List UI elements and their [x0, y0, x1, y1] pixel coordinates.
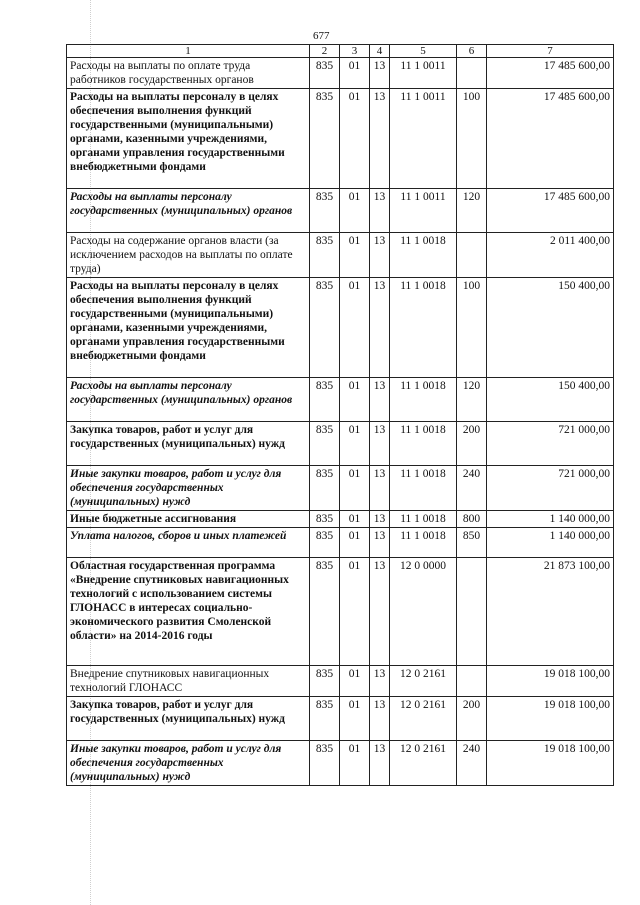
- row-admin-code: 835: [310, 528, 340, 558]
- row-admin-code: 835: [310, 741, 340, 786]
- row-amount: 150 400,00: [487, 378, 614, 422]
- row-section: 01: [340, 697, 370, 741]
- table-row: [67, 666, 614, 697]
- row-admin-code: 835: [310, 666, 340, 697]
- row-target-code: 12 0 2161: [390, 741, 457, 786]
- table-row: [67, 466, 614, 511]
- row-subsection: 13: [370, 466, 390, 511]
- row-expense-type: [457, 666, 487, 697]
- row-name: Расходы на выплаты по оплате труда работников государственных органов: [67, 58, 310, 89]
- row-name: Закупка товаров, работ и услуг для государственных (муниципальных) нужд: [67, 697, 310, 741]
- header-cell: 7: [487, 45, 614, 58]
- row-amount: 2 011 400,00: [487, 233, 614, 278]
- row-target-code: 11 1 0018: [390, 466, 457, 511]
- row-amount: 17 485 600,00: [487, 189, 614, 233]
- row-target-code: 11 1 0018: [390, 233, 457, 278]
- row-section: 01: [340, 741, 370, 786]
- row-amount: 19 018 100,00: [487, 666, 614, 697]
- row-admin-code: 835: [310, 189, 340, 233]
- row-section: 01: [340, 378, 370, 422]
- row-name: Расходы на выплаты персоналу в целях обеспечения выполнения функций государственными (муниципальными) органами, казенными учреждениями, органами управления государственными внебюджетными фондами: [67, 89, 310, 189]
- row-section: 01: [340, 666, 370, 697]
- row-section: 01: [340, 278, 370, 378]
- row-subsection: 13: [370, 666, 390, 697]
- header-row: [67, 45, 614, 58]
- row-name: Расходы на выплаты персоналу в целях обеспечения выполнения функций государственными (муниципальными) органами, казенными учреждениями, органами управления государственными внебюджетными фондами: [67, 278, 310, 378]
- table-row: [67, 422, 614, 466]
- table-row: [67, 58, 614, 89]
- row-amount: 17 485 600,00: [487, 58, 614, 89]
- row-name: Иные закупки товаров, работ и услуг для обеспечения государственных (муниципальных) нужд: [67, 741, 310, 786]
- row-admin-code: 835: [310, 697, 340, 741]
- row-name: Расходы на содержание органов власти (за исключением расходов на выплаты по оплате труда): [67, 233, 310, 278]
- row-amount: 721 000,00: [487, 422, 614, 466]
- row-subsection: 13: [370, 558, 390, 666]
- row-admin-code: 835: [310, 58, 340, 89]
- row-name: Иные закупки товаров, работ и услуг для обеспечения государственных (муниципальных) нужд: [67, 466, 310, 511]
- table-row: [67, 89, 614, 189]
- row-section: 01: [340, 528, 370, 558]
- row-subsection: 13: [370, 697, 390, 741]
- page-number: 677: [313, 30, 330, 42]
- header-cell: 4: [370, 45, 390, 58]
- row-section: 01: [340, 511, 370, 528]
- row-admin-code: 835: [310, 378, 340, 422]
- row-amount: 21 873 100,00: [487, 558, 614, 666]
- row-section: 01: [340, 233, 370, 278]
- row-target-code: 12 0 2161: [390, 666, 457, 697]
- row-section: 01: [340, 422, 370, 466]
- row-amount: 1 140 000,00: [487, 511, 614, 528]
- table-row: [67, 511, 614, 528]
- table-row: [67, 233, 614, 278]
- row-target-code: 12 0 2161: [390, 697, 457, 741]
- table-row: [67, 528, 614, 558]
- row-target-code: 11 1 0018: [390, 278, 457, 378]
- row-expense-type: 200: [457, 422, 487, 466]
- row-subsection: 13: [370, 528, 390, 558]
- row-section: 01: [340, 89, 370, 189]
- row-target-code: 11 1 0011: [390, 58, 457, 89]
- row-name: Расходы на выплаты персоналу государственных (муниципальных) органов: [67, 189, 310, 233]
- row-subsection: 13: [370, 741, 390, 786]
- row-amount: 17 485 600,00: [487, 89, 614, 189]
- table-row: [67, 697, 614, 741]
- budget-table: [66, 44, 614, 786]
- header-cell: 6: [457, 45, 487, 58]
- row-target-code: 11 1 0018: [390, 511, 457, 528]
- row-section: 01: [340, 58, 370, 89]
- row-subsection: 13: [370, 233, 390, 278]
- header-cell: 3: [340, 45, 370, 58]
- row-expense-type: 240: [457, 466, 487, 511]
- row-expense-type: 100: [457, 278, 487, 378]
- row-expense-type: 240: [457, 741, 487, 786]
- row-expense-type: [457, 558, 487, 666]
- row-name: Областная государственная программа «Внедрение спутниковых навигационных технологий с использованием системы ГЛОНАСС в интересах социально-экономического развития Смоленской области» на 2014-2016 годы: [67, 558, 310, 666]
- header-cell: 1: [67, 45, 310, 58]
- row-subsection: 13: [370, 378, 390, 422]
- row-expense-type: 100: [457, 89, 487, 189]
- row-amount: 721 000,00: [487, 466, 614, 511]
- row-name: Расходы на выплаты персоналу государственных (муниципальных) органов: [67, 378, 310, 422]
- table-row: [67, 378, 614, 422]
- row-target-code: 11 1 0018: [390, 528, 457, 558]
- row-name: Уплата налогов, сборов и иных платежей: [67, 528, 310, 558]
- row-expense-type: [457, 233, 487, 278]
- row-expense-type: 850: [457, 528, 487, 558]
- row-name: Внедрение спутниковых навигационных технологий ГЛОНАСС: [67, 666, 310, 697]
- row-name: Закупка товаров, работ и услуг для государственных (муниципальных) нужд: [67, 422, 310, 466]
- row-admin-code: 835: [310, 422, 340, 466]
- row-subsection: 13: [370, 89, 390, 189]
- row-admin-code: 835: [310, 511, 340, 528]
- row-subsection: 13: [370, 278, 390, 378]
- row-target-code: 12 0 0000: [390, 558, 457, 666]
- header-cell: 5: [390, 45, 457, 58]
- table-row: [67, 189, 614, 233]
- row-subsection: 13: [370, 422, 390, 466]
- table-row: [67, 558, 614, 666]
- row-subsection: 13: [370, 58, 390, 89]
- row-section: 01: [340, 189, 370, 233]
- row-amount: 19 018 100,00: [487, 741, 614, 786]
- row-section: 01: [340, 466, 370, 511]
- row-target-code: 11 1 0011: [390, 89, 457, 189]
- row-admin-code: 835: [310, 278, 340, 378]
- header-cell: 2: [310, 45, 340, 58]
- table-row: [67, 741, 614, 786]
- row-amount: 150 400,00: [487, 278, 614, 378]
- row-amount: 19 018 100,00: [487, 697, 614, 741]
- row-admin-code: 835: [310, 233, 340, 278]
- row-admin-code: 835: [310, 558, 340, 666]
- row-admin-code: 835: [310, 89, 340, 189]
- row-section: 01: [340, 558, 370, 666]
- row-expense-type: [457, 58, 487, 89]
- row-subsection: 13: [370, 189, 390, 233]
- row-expense-type: 120: [457, 189, 487, 233]
- row-target-code: 11 1 0011: [390, 189, 457, 233]
- row-expense-type: 200: [457, 697, 487, 741]
- row-target-code: 11 1 0018: [390, 422, 457, 466]
- table-row: [67, 278, 614, 378]
- row-expense-type: 800: [457, 511, 487, 528]
- row-subsection: 13: [370, 511, 390, 528]
- row-name: Иные бюджетные ассигнования: [67, 511, 310, 528]
- row-expense-type: 120: [457, 378, 487, 422]
- row-amount: 1 140 000,00: [487, 528, 614, 558]
- row-admin-code: 835: [310, 466, 340, 511]
- row-target-code: 11 1 0018: [390, 378, 457, 422]
